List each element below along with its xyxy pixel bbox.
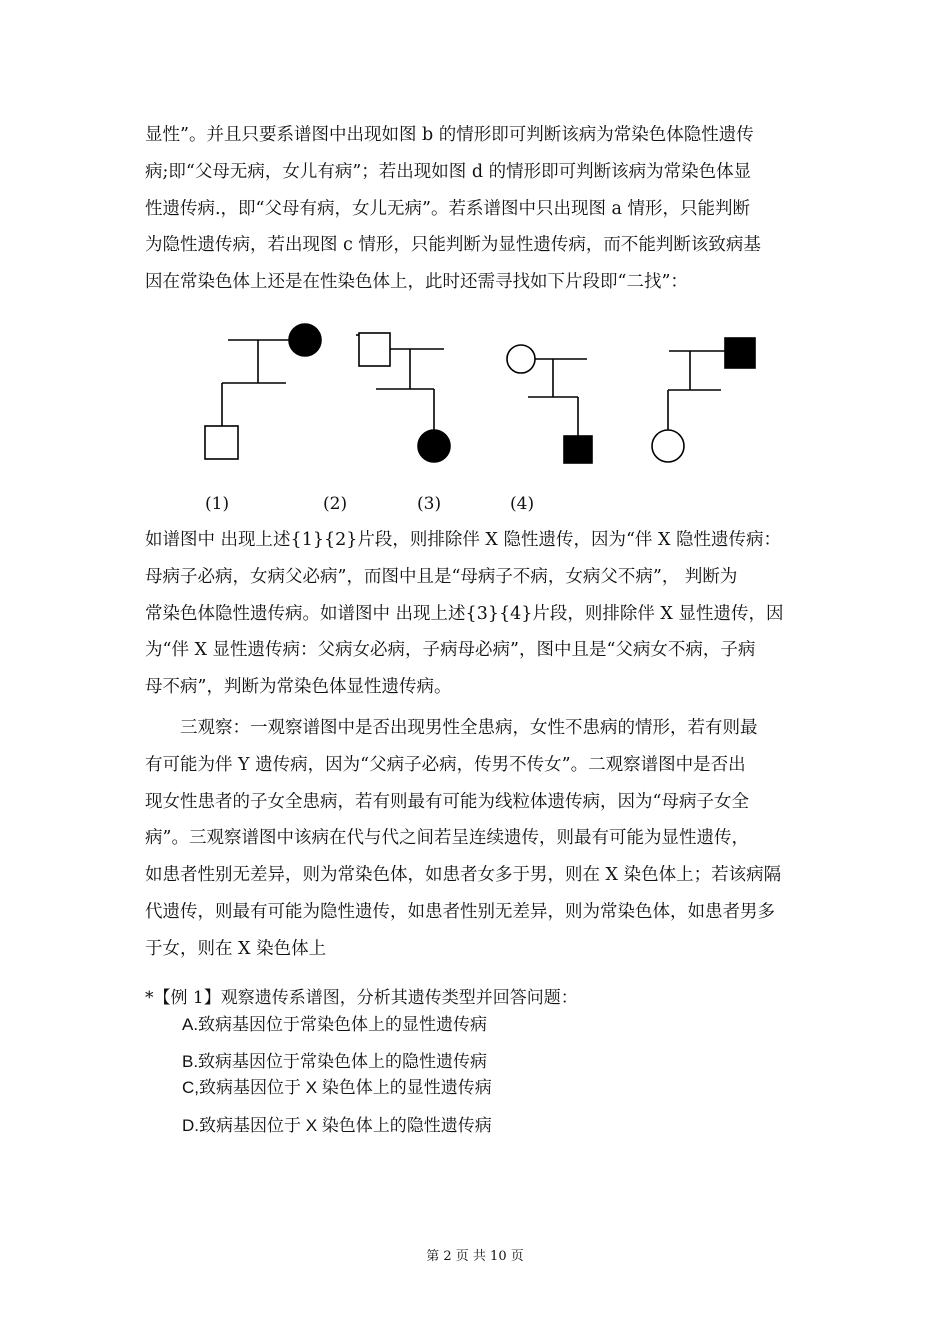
option-d: D.致病基因位于 X 染色体上的隐性遗传病 — [182, 1116, 492, 1135]
figure-label-2: (2) — [323, 494, 348, 514]
text-line: 病;即“父母无病，女儿有病”；若出现如图 d 的情形即可判断该病为常染色体显 — [145, 161, 752, 182]
text-line: 如谱图中 出现上述{1}{2}片段，则排除伴 X 隐性遗传，因为“伴 X 隐性遗传病： — [145, 530, 781, 550]
question-text: *【例 1】观察遗传系谱图，分析其遗传类型并回答问题： — [145, 988, 578, 1008]
option-b: B.致病基因位于常染色体上的隐性遗传病 — [182, 1052, 488, 1071]
example-question — [145, 985, 825, 1139]
text-line: 为“伴 X 显性遗传病：父病女必病，子病母必病”，图中且是“父病女不病，子病 — [145, 640, 756, 661]
affected-male-symbol — [564, 436, 592, 463]
figure-label-1: (1) — [205, 494, 230, 514]
text-line: 三观察：一观察谱图中是否出现男性全患病，女性不患病的情形，若有则最 — [145, 718, 758, 738]
text-line: 母不病”，判断为常染色体显性遗传病。 — [145, 677, 452, 698]
figure-label-3: (3) — [417, 494, 442, 514]
unaffected-male-symbol — [359, 333, 390, 366]
figure-label-4: (4) — [510, 494, 535, 514]
text-line: 现女性患者的子女全患病，若有则最有可能为线粒体遗传病，因为“母病子女全 — [145, 791, 749, 812]
text-line: 性遗传病.，即“父母有病，女儿无病”。若系谱图中只出现图 a 情形，只能判断 — [145, 198, 751, 219]
text-line: 为隐性遗传病，若出现图 c 情形，只能判断为显性遗传病，而不能判断该致病基 — [145, 235, 761, 256]
text-line: 代遗传，则最有可能为隐性遗传，如患者性别无差异，则为常染色体，如患者男多 — [145, 901, 775, 922]
pedigree-figure-3 — [507, 345, 592, 463]
option-c: C,致病基因位于 X 染色体上的显性遗传病 — [182, 1078, 492, 1097]
pedigree-diagrams — [0, 315, 950, 475]
text-line: 因在常染色体上还是在性染色体上，此时还需寻找如下片段即“二找”： — [145, 272, 688, 293]
paragraph-observation — [145, 710, 810, 968]
affected-male-symbol — [725, 338, 755, 368]
paragraph-exclusion — [145, 522, 810, 706]
unaffected-female-symbol — [652, 430, 684, 462]
unaffected-male-symbol — [205, 426, 238, 459]
text-line: 病”。三观察谱图中该病在代与代之间若呈连续遗传，则最有可能为显性遗传， — [145, 828, 749, 849]
unaffected-female-symbol — [507, 345, 535, 373]
text-line: 常染色体隐性遗传病。如谱图中 出现上述{3}{4}片段，则排除伴 X 显性遗传，因 — [145, 603, 784, 624]
pedigree-figure-1 — [205, 324, 321, 459]
affected-female-symbol — [418, 430, 450, 462]
affected-female-symbol — [289, 324, 321, 356]
text-line: 有可能为伴 Y 遗传病，因为“父病子必病，传男不传女”。二观察谱图中是否出 — [145, 754, 746, 775]
option-a: A.致病基因位于常染色体上的显性遗传病 — [182, 1015, 488, 1034]
text-line: 于女，则在 X 染色体上 — [145, 938, 327, 959]
pedigree-figure-2 — [356, 333, 450, 462]
text-line: 母病子必病，女病父必病”，而图中且是“母病子不病，女病父不病”， 判断为 — [145, 566, 738, 587]
text-line: 如患者性别无差异，则为常染色体，如患者女多于男，则在 X 染色体上；若该病隔 — [145, 865, 782, 886]
pedigree-figure-4 — [652, 338, 755, 462]
paragraph-intro — [145, 117, 810, 301]
text-line: 显性”。并且只要系谱图中出现如图 b 的情形即可判断该病为常染色体隐性遗传 — [145, 125, 754, 145]
page-footer: 第 2 页 共 10 页 — [426, 1249, 524, 1264]
